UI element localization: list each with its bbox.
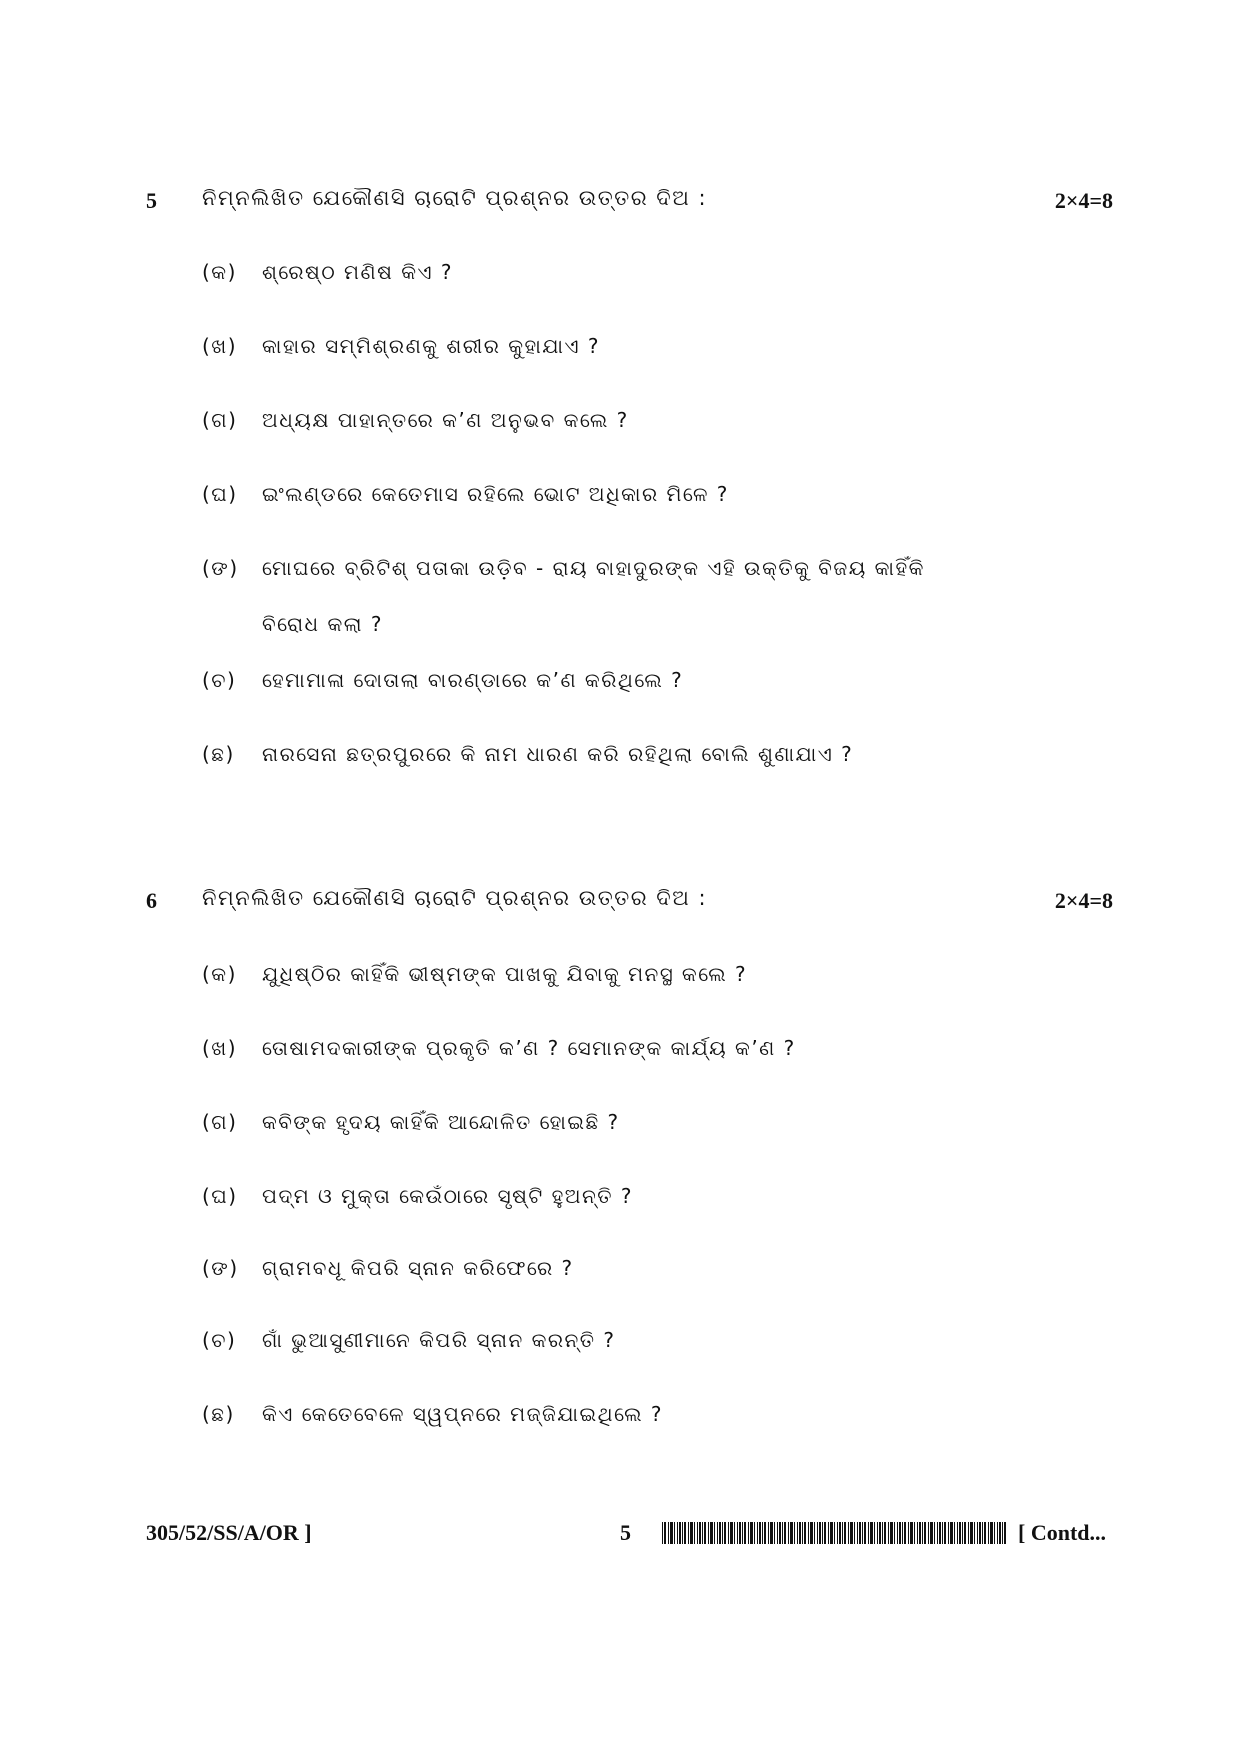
option-kha xyxy=(202,1036,796,1060)
continued-label: [ Contd... xyxy=(1018,1520,1107,1545)
option-ka xyxy=(202,260,453,284)
option-text: କବିଙ୍କ ହୃଦୟ କାହିଁକି ଆନ୍ଦୋଳିତ ହୋଇଛି ? xyxy=(262,1110,620,1134)
option-label: (ଘ) xyxy=(202,1184,238,1208)
option-text-continued: ବିରୋଧ କଲା ? xyxy=(262,612,383,636)
option-label: (କ) xyxy=(202,260,237,284)
option-ga xyxy=(202,1110,620,1134)
option-text: ଗାଁ ଭୁଆସୁଣୀମାନେ କିପରି ସ୍ନାନ କରନ୍ତି ? xyxy=(262,1328,616,1352)
option-ga xyxy=(202,408,629,432)
option-label: (ଙ) xyxy=(202,1256,239,1280)
option-text: ଇଂଲଣ୍ଡରେ କେତେମାସ ରହିଲେ ଭୋଟ ଅଧିକାର ମିଳେ ? xyxy=(262,482,729,506)
option-text: ହେମାମାଳା ଦୋତାଲା ବାରଣ୍ଡାରେ କ’ଣ କରିଥିଲେ ? xyxy=(262,668,684,692)
option-cha xyxy=(202,1328,616,1352)
option-gha xyxy=(202,1184,633,1208)
option-chha xyxy=(202,1402,663,1426)
option-text: କାହାର ସମ୍ମିଶ୍ରଣକୁ ଶରୀର କୁହାଯାଏ ? xyxy=(262,334,601,358)
option-label: (ଙ) xyxy=(202,556,239,580)
option-ka xyxy=(202,962,747,986)
option-label: (ଖ) xyxy=(202,1036,238,1060)
question-stem: ନିମ୍ନଲିଖିତ ଯେକୌଣସି ଚାରୋଟି ପ୍ରଶ୍ନର ଉତ୍ତର ଦିଅ : xyxy=(202,886,708,910)
option-text: ଶ୍ରେଷ୍ଠ ମଣିଷ କିଏ ? xyxy=(262,260,454,284)
question-marks: 2×4=8 xyxy=(1054,188,1113,213)
option-text: ଅଧ୍ୟକ୍ଷ ପାହାନ୍ତରେ କ’ଣ ଅନୁଭବ କଲେ ? xyxy=(262,408,629,432)
option-chha xyxy=(202,742,853,766)
option-label: (ଛ) xyxy=(202,742,235,766)
option-label: (ଖ) xyxy=(202,334,238,358)
option-label: (ଛ) xyxy=(202,1402,235,1426)
option-label: (ଘ) xyxy=(202,482,238,506)
option-text: ଗ୍ରାମବଧୂ କିପରି ସ୍ନାନ କରିଫେରେ ? xyxy=(262,1256,574,1280)
option-label: (ଗ) xyxy=(202,1110,238,1134)
question-stem: ନିମ୍ନଲିଖିତ ଯେକୌଣସି ଚାରୋଟି ପ୍ରଶ୍ନର ଉତ୍ତର ଦିଅ : xyxy=(202,186,708,210)
option-nga xyxy=(202,1256,574,1280)
option-text: ତୋଷାମଦକାରୀଙ୍କ ପ୍ରକୃତି କ’ଣ ? ସେମାନଙ୍କ କାର୍ଯ୍ୟ କ’ଣ ? xyxy=(262,1036,796,1060)
barcode-icon xyxy=(662,1522,1012,1544)
paper-code: 305/52/SS/A/OR ] xyxy=(146,1520,312,1545)
page-number: 5 xyxy=(620,1520,631,1545)
question-marks: 2×4=8 xyxy=(1054,888,1113,913)
option-text: ମୋଘରେ ବ୍ରିଟିଶ୍ ପତାକା ଉଡ଼ିବ - ରାୟ ବାହାଦୁରଙ୍କ ଏହି ଉକ୍ତିକୁ ବିଜୟ କାହିଁକି xyxy=(262,556,925,580)
option-text: ନାରସେନା ଛତ୍ରପୁରରେ କି ନାମ ଧାରଣ କରି ରହିଥିଲା ବୋଲି ଶୁଣାଯାଏ ? xyxy=(262,742,854,766)
option-text: ଯୁଧିଷ୍ଠିର କାହିଁକି ଭୀଷ୍ମଙ୍କ ପାଖକୁ ଯିବାକୁ ମନସ୍ଥ କଲେ ? xyxy=(262,962,748,986)
option-label: (ଚ) xyxy=(202,1328,237,1352)
option-label: (ଚ) xyxy=(202,668,237,692)
option-nga xyxy=(202,540,992,652)
option-text: କିଏ କେତେବେଳେ ସ୍ୱପ୍ନରେ ମଜ୍ଜିଯାଇଥିଲେ ? xyxy=(262,1402,663,1426)
option-label: (କ) xyxy=(202,962,237,986)
question-number: 5 xyxy=(146,188,157,213)
option-kha xyxy=(202,334,600,358)
option-text: ପଦ୍ମ ଓ ମୁକ୍ତା କେଉଁଠାରେ ସୃଷ୍ଟି ହୁଅନ୍ତି ? xyxy=(262,1184,634,1208)
question-number: 6 xyxy=(146,888,157,913)
option-cha xyxy=(202,668,683,692)
option-label: (ଗ) xyxy=(202,408,238,432)
option-gha xyxy=(202,482,729,506)
